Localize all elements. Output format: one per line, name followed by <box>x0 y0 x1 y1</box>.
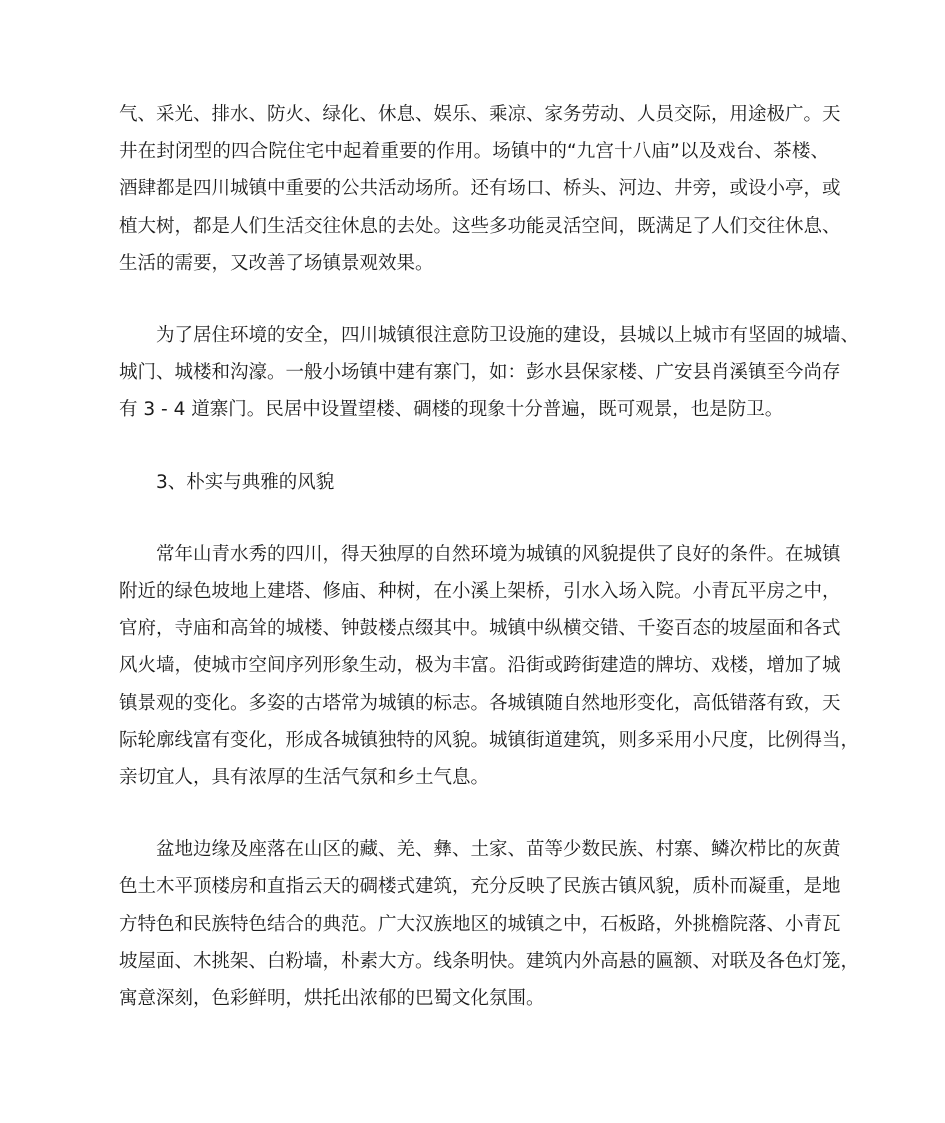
paragraph-ethnic-architecture <box>119 831 860 1017</box>
text-line: 官府，寺庙和高耸的城楼、钟鼓楼点缀其中。城镇中纵横交错、千姿百态的坡屋面和各式 <box>119 618 841 640</box>
paragraph-tianjing-function <box>119 96 841 282</box>
text-line: 3、朴实与典雅的风貌 <box>156 471 335 493</box>
text-line: 常年山青水秀的四川，得天独厚的自然环境为城镇的风貌提供了良好的条件。在城镇 <box>156 543 841 565</box>
text-line: 镇景观的变化。多姿的古塔常为城镇的标志。各城镇随自然地形变化，高低错落有致，天 <box>119 692 841 714</box>
text-line: 有 3 - 4 道寨门。民居中设置望楼、碉楼的现象十分普遍，既可观景，也是防卫。 <box>119 399 784 421</box>
text-line: 生活的需要，又改善了场镇景观效果。 <box>119 252 434 274</box>
text-line: 坡屋面、木挑架、白粉墙，朴素大方。线条明快。建筑内外高悬的匾额、对联及各色灯笼， <box>119 950 860 972</box>
text-line: 亲切宜人，具有浓厚的生活气氛和乡土气息。 <box>119 767 490 789</box>
text-line: 酒肆都是四川城镇中重要的公共活动场所。还有场口、桥头、河边、井旁，或设小亭，或 <box>119 178 841 200</box>
text-line: 为了居住环境的安全，四川城镇很注意防卫设施的建设，县城以上城市有坚固的城墙、 <box>156 325 860 347</box>
paragraph-spacer <box>119 282 829 317</box>
text-line: 气、采光、排水、防火、绿化、休息、娱乐、乘凉、家务劳动、人员交际，用途极广。天 <box>119 104 841 125</box>
text-line: 风火墙，使城市空间序列形象生动，极为丰富。沿街或跨街建造的牌坊、戏楼，增加了城 <box>119 655 841 677</box>
paragraph-spacer <box>119 429 829 464</box>
paragraph-defense-facilities <box>119 317 860 429</box>
text-line: 方特色和民族特色结合的典范。广大汉族地区的城镇之中，石板路，外挑檐院落、小青瓦 <box>119 913 841 935</box>
text-line: 井在封闭型的四合院住宅中起着重要的作用。场镇中的“九宫十八庙”以及戏台、茶楼、 <box>119 141 829 163</box>
document-page <box>119 96 860 1017</box>
text-line: 盆地边缘及座落在山区的藏、羌、彝、土家、苗等少数民族、村寨、鳞次栉比的灰黄 <box>156 839 841 861</box>
paragraph-town-landscape <box>119 536 860 796</box>
text-line: 色土木平顶楼房和直指云天的碉楼式建筑，充分反映了民族古镇风貌，质朴而凝重，是地 <box>119 876 841 898</box>
text-line: 城门、城楼和沟濠。一般小场镇中建有寨门，如：彭水县保家楼、广安县肖溪镇至今尚存 <box>119 362 841 384</box>
paragraph-spacer <box>119 501 829 536</box>
text-line: 植大树，都是人们生活交往休息的去处。这些多功能灵活空间，既满足了人们交往休息、 <box>119 215 841 237</box>
section-heading <box>119 464 829 501</box>
text-line: 寓意深刻，色彩鲜明，烘托出浓郁的巴蜀文化氛围。 <box>119 988 545 1010</box>
text-line: 附近的绿色坡地上建塔、修庙、种树，在小溪上架桥，引水入场入院。小青瓦平房之中， <box>119 581 841 603</box>
text-line: 际轮廓线富有变化，形成各城镇独特的风貌。城镇街道建筑，则多采用小尺度，比例得当， <box>119 729 860 751</box>
paragraph-spacer <box>119 796 829 831</box>
